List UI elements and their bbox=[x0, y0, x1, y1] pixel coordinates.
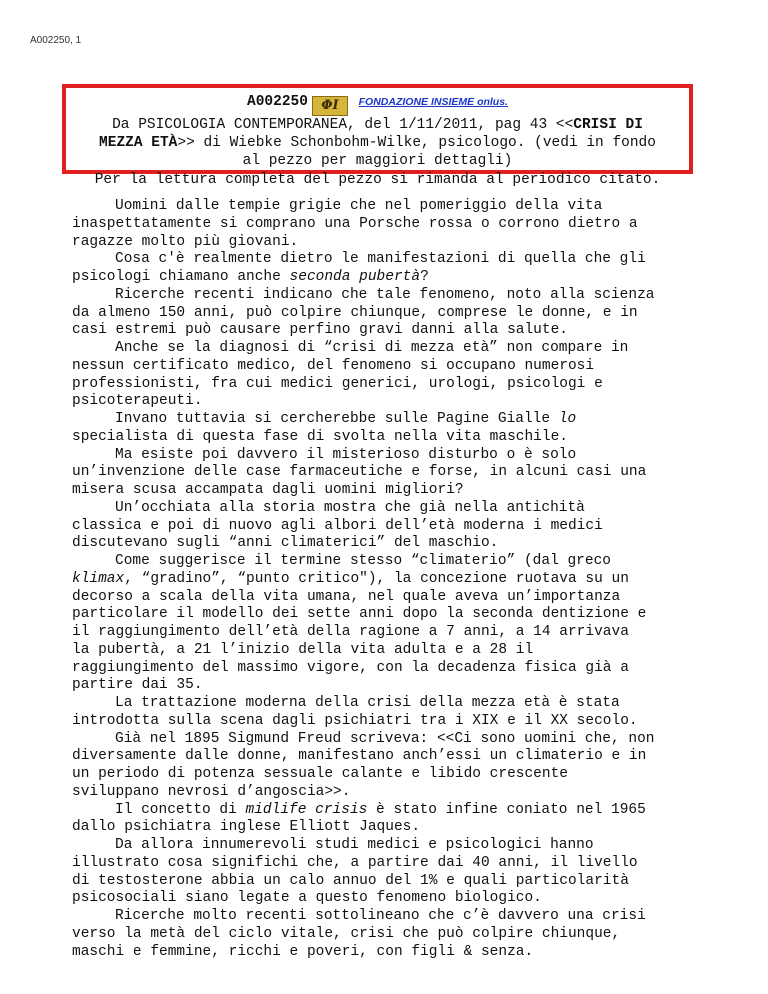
foundation-logo-icon: ΦΙ bbox=[312, 96, 348, 116]
page-reference: A002250, 1 bbox=[30, 35, 82, 46]
paragraph: Da allora innumerevoli studi medici e psicologici hanno illustrato cosa significhi che, a partire dai 40 anni, il livello di testosterone abbia un calo annuo del 1% e quali particolarità psicosociali siano legate a questo fenomeno biologico. bbox=[72, 837, 638, 907]
paragraph: Anche se la diagnosi di “crisi di mezza età” non compare in nessun certificato medico, del fenomeno si occupano numerosi professionisti, fra cui medici generici, urologi, psicologi e psicoterapeuti. bbox=[72, 340, 629, 410]
article-body bbox=[72, 198, 712, 961]
paragraph: La trattazione moderna della crisi della mezza età è stata introdotta sulla scena dagli psichiatri tra i XIX e il XX secolo. bbox=[72, 695, 638, 729]
paragraph: Ma esiste poi davvero il misterioso disturbo o è solo un’invenzione delle case farmaceutiche e forse, in alcuni casi una misera scusa accampata dagli uomini migliori? bbox=[72, 446, 647, 498]
citation-note-line: al pezzo per maggiori dettagli) bbox=[242, 153, 513, 170]
paragraph: Ricerche molto recenti sottolineano che c’è davvero una crisi verso la metà del ciclo vitale, crisi che può colpire chiunque, maschi e femmine, ricchi e poveri, con figli & senza. bbox=[72, 908, 646, 960]
paragraph: Come suggerisce il termine stesso “climaterio” (dal greco klimax, “gradino”, “punto critico"), la concezione ruotava su un decorso a scala della vita umana, nel quale aveva un’importanza particolare il modello dei sette anni dopo la seconda dentizione e il raggiungimento dell’età della ragione a 7 anni, a 14 arrivava la pubertà, a 21 l’inizio della vita adulta e a 28 il raggiungimento del massimo vigore, con la decadenza fisica già a partire dai 35. bbox=[72, 553, 647, 694]
paragraph: Invano tuttavia si cercherebbe sulle Pagine Gialle lo specialista di questa fase di svolta nella vita maschile. bbox=[72, 411, 577, 445]
citation-reading-note: Per la lettura completa del pezzo si rimanda al periodico citato. bbox=[94, 171, 661, 188]
citation-title-line bbox=[66, 93, 689, 116]
citation-author-line bbox=[66, 134, 689, 152]
paragraph: Già nel 1895 Sigmund Freud scriveva: <<Ci sono uomini che, non diversamente dalle donne, manifestano anch’essi un climaterio e in un periodo di potenza sessuale calante e libido crescente sviluppano nevrosi d’angoscia>>. bbox=[72, 730, 655, 800]
source-citation-box bbox=[62, 84, 693, 188]
paragraph: Un’occhiata alla storia mostra che già nella antichità classica e poi di nuovo agli albori dell’età moderna i medici discutevano sugli “anni climaterici” del maschio. bbox=[72, 499, 603, 552]
foundation-link[interactable]: FONDAZIONE INSIEME onlus. bbox=[358, 96, 508, 108]
paragraph: Uomini dalle tempie grigie che nel pomeriggio della vita inaspettatamente si comprano una Porsche rossa o corrono dietro a ragazze molto più giovani. bbox=[72, 198, 638, 250]
document-code: A002250 bbox=[247, 94, 308, 110]
paragraph: Cosa c'è realmente dietro le manifestazioni di quella che gli psicologi chiamano anche seconda pubertà? bbox=[72, 251, 646, 285]
paragraph: Il concetto di midlife crisis è stato infine coniato nel 1965 dallo psichiatra inglese Elliott Jaques. bbox=[72, 801, 646, 836]
paragraph: Ricerche recenti indicano che tale fenomeno, noto alla scienza da almeno 150 anni, può colpire chiunque, comprese le donne, e in casi estremi può causare perfino gravi danni alla salute. bbox=[72, 286, 655, 339]
citation-source-line bbox=[66, 116, 689, 134]
citation-article-title: CRISI DI bbox=[573, 117, 643, 133]
citation-author: >> di Wiebke Schonbohm-Wilke, psicologo. (vedi in fondo bbox=[177, 135, 656, 152]
citation-text: Da PSICOLOGIA CONTEMPORANEA, del 1/11/2011, pag 43 << bbox=[112, 117, 574, 133]
citation-article-title-cont: MEZZA ETÀ bbox=[99, 135, 178, 152]
